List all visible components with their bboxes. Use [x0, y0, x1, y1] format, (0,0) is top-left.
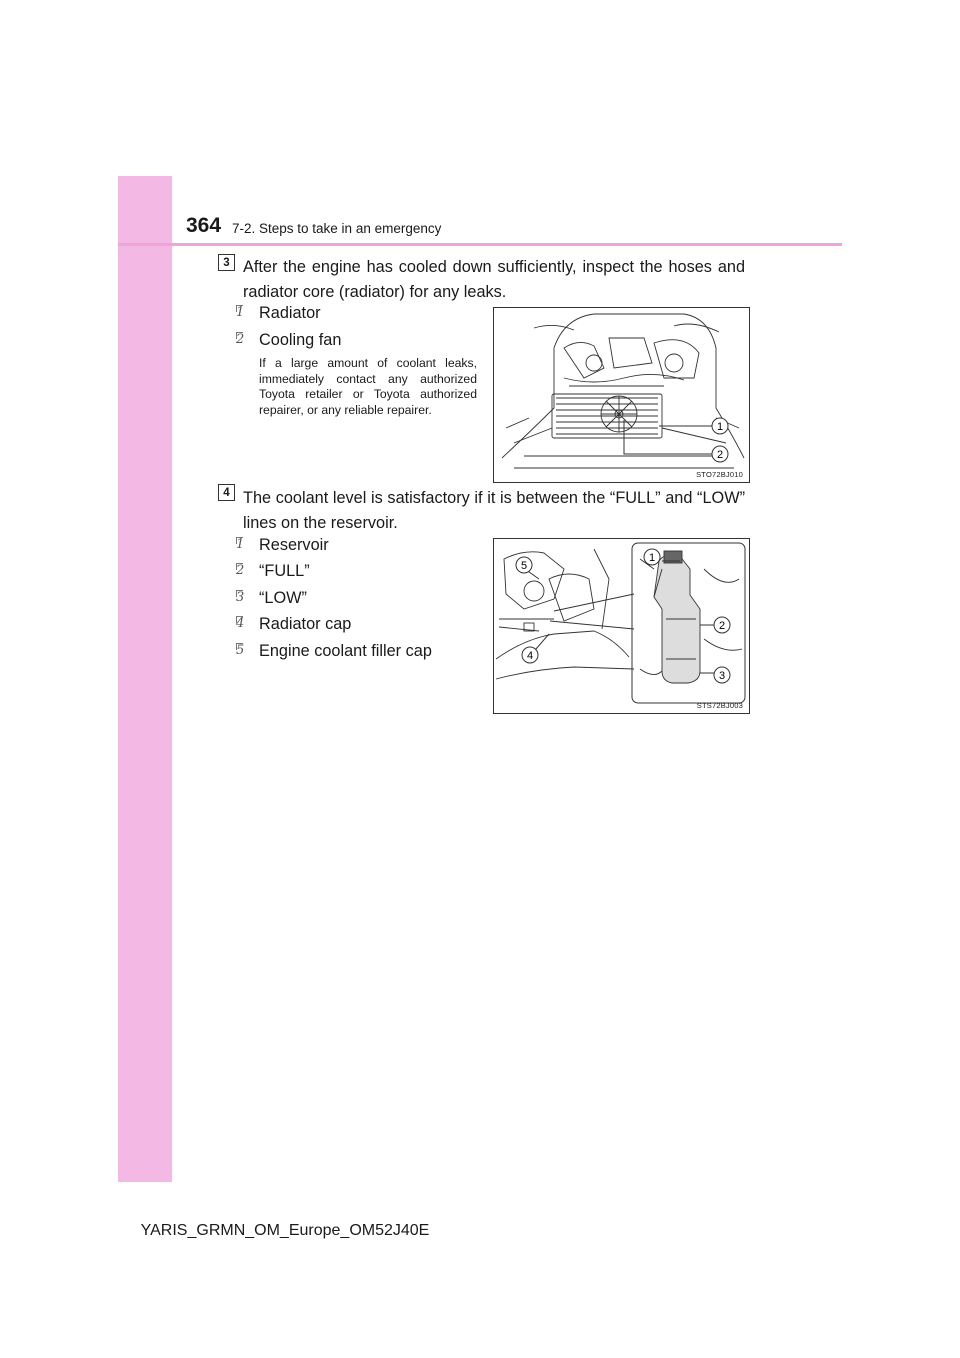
callout-3: 3: [718, 670, 726, 682]
item-number: 2: [236, 332, 251, 347]
callout-1: 1: [716, 421, 724, 433]
header-rule: [118, 243, 842, 246]
figure-code: STO72BJ010: [696, 470, 743, 479]
callout-2: 2: [716, 449, 724, 461]
side-tab-bar: [118, 176, 172, 1182]
figure-code: STS72BJ003: [696, 701, 743, 710]
item-number: 1: [236, 537, 251, 552]
callout-5: 5: [520, 560, 528, 572]
radiator-illustration: [493, 307, 750, 483]
item-label: Cooling fan: [259, 331, 342, 349]
figure-callouts: [494, 308, 750, 483]
step-number-box: 4: [218, 484, 235, 501]
figure-callouts: [494, 539, 750, 714]
item-label: Engine coolant filler cap: [259, 642, 432, 660]
item-number: 2: [236, 563, 251, 578]
callout-1: 1: [648, 552, 656, 564]
item-label: Radiator cap: [259, 615, 352, 633]
reservoir-illustration: [493, 538, 750, 714]
step-instruction: The coolant level is satisfactory if it is between the “FULL” and “LOW” lines on the reservoir.: [243, 489, 745, 532]
item-number: 1: [236, 305, 251, 320]
item-label: “LOW”: [259, 589, 307, 607]
item-number: 3: [236, 590, 251, 605]
callout-2: 2: [718, 620, 726, 632]
document-id: YARIS_GRMN_OM_Europe_OM52J40E: [140, 1222, 430, 1239]
item-number: 4: [236, 616, 251, 631]
page-number: 364: [186, 214, 222, 237]
item-number: 5: [236, 643, 251, 658]
item-label: Reservoir: [259, 536, 329, 554]
section-title: 7-2. Steps to take in an emergency: [232, 221, 442, 236]
item-label: Radiator: [259, 304, 321, 322]
callout-4: 4: [526, 650, 534, 662]
step-instruction: After the engine has cooled down sufficiently, inspect the hoses and radiator core (radiator) for any leaks.: [243, 258, 745, 301]
caution-note: If a large amount of coolant leaks, immediately contact any authorized Toyota retailer or Toyota authorized repairer, or any reliable repairer.: [259, 356, 477, 417]
item-label: “FULL”: [259, 562, 310, 580]
document-footer: [0, 1222, 960, 1240]
step-number-box: 3: [218, 254, 235, 271]
